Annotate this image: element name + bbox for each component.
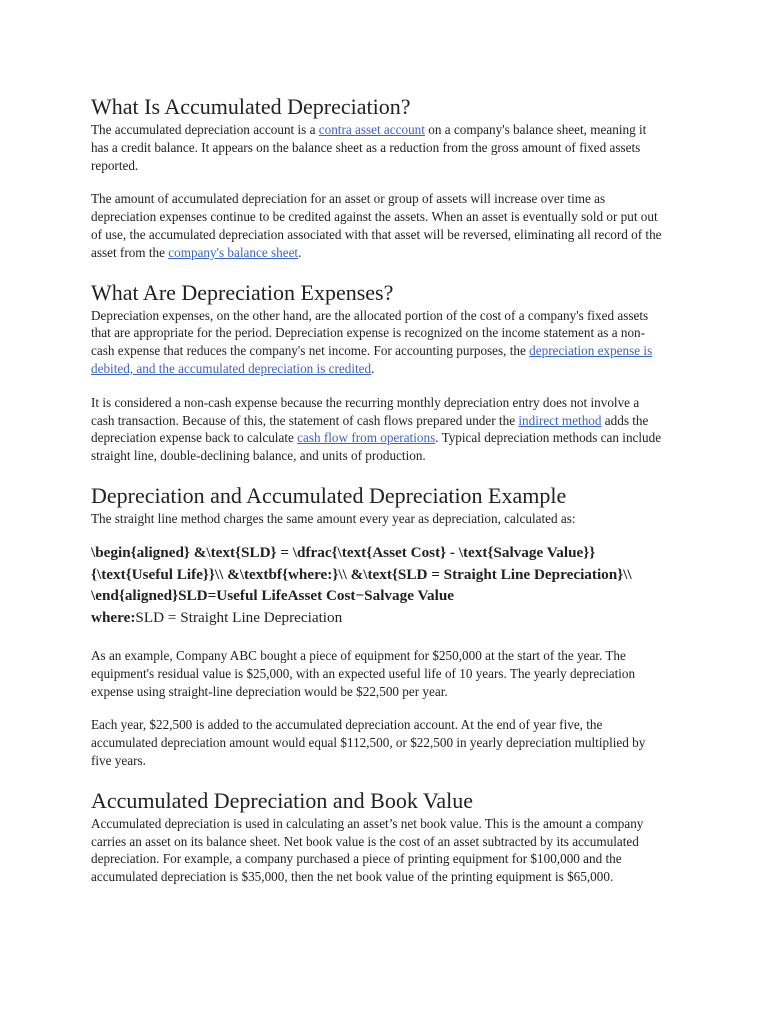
text-run: adds the depreciation expense back to calculate — [91, 412, 649, 446]
document-page — [91, 94, 663, 902]
paragraph: As an example, Company ABC bought a piece of equipment for $250,000 at the start of the year. The equipment's residual value is $25,000, with an expected useful life of 10 years. The yearly depreciation expense using straight-line depreciation would be $22,500 per year. — [91, 647, 636, 699]
paragraph — [91, 394, 663, 465]
text-run: . Typical depreciation methods can include straight line, double-declining balance, and units of production. — [91, 430, 662, 464]
formula-block — [91, 542, 663, 629]
paragraph — [91, 307, 663, 378]
formula-where-text: SLD = Straight Line Depreciation — [135, 609, 343, 627]
section-heading-accumulated-depreciation: What Is Accumulated Depreciation? — [91, 94, 411, 119]
paragraph — [91, 121, 663, 174]
section-heading-book-value: Accumulated Depreciation and Book Value — [91, 787, 474, 813]
text-run: It is considered a non-cash expense because the recurring monthly depreciation entry does not involve a cash transaction. Because of this, the statement of cash flows prepared under the — [91, 394, 640, 428]
text-run: The accumulated depreciation account is a — [91, 122, 319, 137]
paragraph: Accumulated depreciation is used in calculating an asset’s net book value. This is the amount a company carries an asset on its balance sheet. Net book value is the cost of an asset subtracted by its accumulated depreciation. For example, a company purchased a piece of printing equipment for $100,000 and the accumulated depreciation is $35,000, then the net book value of the printing equipment is $65,000. — [91, 815, 644, 885]
paragraph: Each year, $22,500 is added to the accumulated depreciation account. At the end of year five, the accumulated depreciation amount would equal $112,500, or $22,500 in yearly depreciation multiplied by five years. — [91, 717, 646, 768]
link-contra-asset-account[interactable]: contra asset account — [318, 122, 425, 137]
formula-where-label: where: — [91, 609, 136, 627]
link-indirect-method[interactable]: indirect method — [518, 412, 602, 428]
link-depreciation-debited-credited[interactable]: depreciation expense is debited, and the accumulated depreciation is credited — [91, 343, 653, 376]
paragraph-intro: The straight line method charges the same amount every year as depreciation, calculated as: — [91, 510, 576, 526]
text-run: The amount of accumulated depreciation for an asset or group of assets will increase over time as depreciation expenses continue to be credited against the assets. When an asset is eventually sold or put out of use, the accumulated depreciation associated with that asset will be reversed, eliminating all record of the asset from the — [91, 191, 662, 260]
text-run: . — [298, 244, 302, 260]
formula-rendered: SLD=Useful LifeAsset Cost−Salvage Value — [178, 587, 455, 605]
text-run: . — [371, 360, 375, 376]
link-company-balance-sheet[interactable]: company's balance sheet — [168, 244, 299, 260]
section-heading-depreciation-expenses: What Are Depreciation Expenses? — [91, 279, 394, 305]
paragraph — [91, 190, 663, 261]
text-run: on a company's balance sheet, meaning it has a credit balance. It appears on the balance sheet as a reduction from the gross amount of fixed assets reported. — [91, 122, 647, 173]
formula-raw: \begin{aligned} &\text{SLD} = \dfrac{\text{Asset Cost} - \text{Salvage Value}}{\text{Useful Life}}\\ &\textbf{where:}\\ &\text{SLD = Straight Line Depreciation}\\ \end{aligned} — [91, 543, 632, 605]
link-cash-flow-from-operations[interactable]: cash flow from operations — [297, 430, 436, 446]
text-run: Depreciation expenses, on the other hand, are the allocated portion of the cost of a company's fixed assets that are appropriate for the period. Depreciation expense is recognized on the income statement as a non-cash expense that reduces the company's net income. For accounting purposes, the — [91, 307, 649, 359]
section-heading-example: Depreciation and Accumulated Depreciation Example — [91, 482, 567, 508]
